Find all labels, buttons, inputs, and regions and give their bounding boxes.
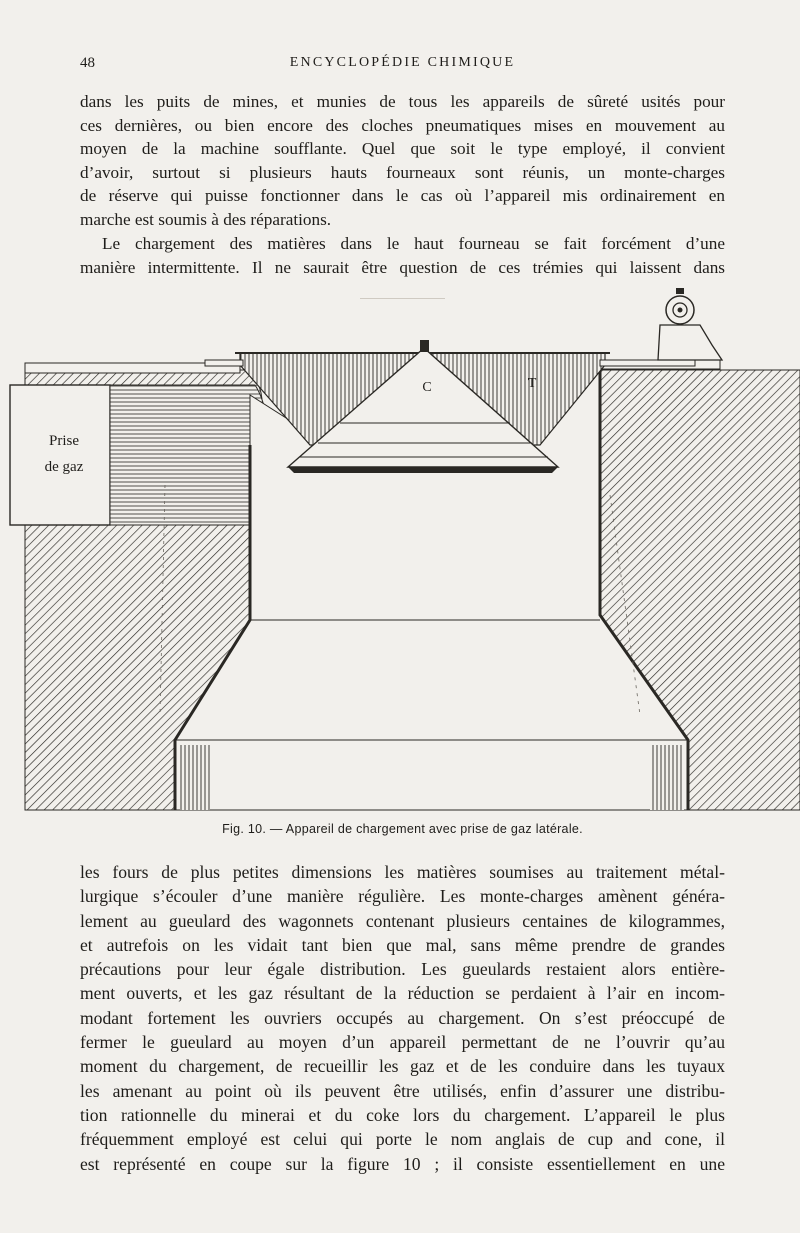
text-line: ces dernières, ou bien encore des cloches pneumatiques mises en mouvement au (80, 115, 725, 135)
paragraph-3 (80, 860, 725, 1176)
text-line: lement au gueulard des wagonnets contenant plusieurs centaines de kilogrammes, (80, 910, 725, 931)
text-line: les amenant au point où ils peuvent être utilisés, enfin d’assurer une distribu- (80, 1080, 725, 1101)
figure-drawing (0, 285, 800, 815)
text-line: tion rationnelle du minerai et du coke lors du chargement. L’appareil le plus (80, 1104, 725, 1125)
text-line: fermer le gueulard au moyen d’un appareil permettant de ne l’ouvrir qu’au (80, 1032, 725, 1053)
gas-take-off-label: Prise (49, 433, 79, 449)
text-line: moyen de la machine soufflante. Quel que soit le type employé, il convient (80, 139, 725, 159)
paragraph-1 (80, 90, 725, 232)
cone-label: C (422, 380, 432, 395)
text-line: modant fortement les ouvriers occupés au chargement. On s’est préoccupé de (80, 1007, 725, 1028)
gas-take-off-label-2: de gaz (44, 459, 84, 475)
text-line: d’avoir, surtout si plusieurs hauts fourneaux sont réunis, un monte-charges (80, 162, 725, 182)
page-number: 48 (80, 55, 95, 71)
pulley-icon (658, 288, 722, 360)
text-line: marche est soumis à des réparations. (80, 209, 332, 229)
text-line: de réserve qui puisse fonctionner dans le cas où l’appareil mis ordinairement en (80, 186, 725, 206)
cup-label: T (527, 376, 537, 391)
text-line: lurgique s’écouler d’une manière régulière. Les monte-charges amènent généra- (80, 886, 725, 907)
text-line: et autrefois on les vidait tant bien que mal, sans même prendre de grandes (80, 934, 725, 955)
text-line: précautions pour leur égale distribution. Les gueulards restaient alors entière- (80, 959, 725, 980)
text-line: manière intermittente. Il ne saurait être question de ces trémies qui laissent dans (80, 257, 725, 277)
text-line: fréquemment employé est celui qui porte le nom anglais de cup and cone, il (80, 1129, 725, 1150)
figure-cup-and-cone (0, 285, 800, 815)
running-head (80, 55, 725, 79)
running-title: ENCYCLOPÉDIE CHIMIQUE (289, 55, 516, 70)
paragraph-2 (80, 232, 725, 279)
text-line: Le chargement des matières dans le haut fourneau se fait forcément d’une (102, 234, 725, 253)
text-line: est représenté en coupe sur la figure 10 ; il consiste essentiellement en une (80, 1153, 725, 1174)
text-line: dans les puits de mines, et munies de tous les appareils de sûreté usités pour (80, 92, 725, 111)
text-line: les fours de plus petites dimensions les matières soumises au traitement métal- (80, 862, 725, 882)
text-line: ment ouverts, et les gaz résultant de la réduction se perdaient à l’air en incom- (80, 983, 725, 1004)
text-line: moment du chargement, de recueillir les gaz et de les conduire dans les tuyaux (80, 1056, 725, 1077)
figure-caption: Fig. 10. — Appareil de chargement avec prise de gaz latérale. (222, 822, 583, 836)
